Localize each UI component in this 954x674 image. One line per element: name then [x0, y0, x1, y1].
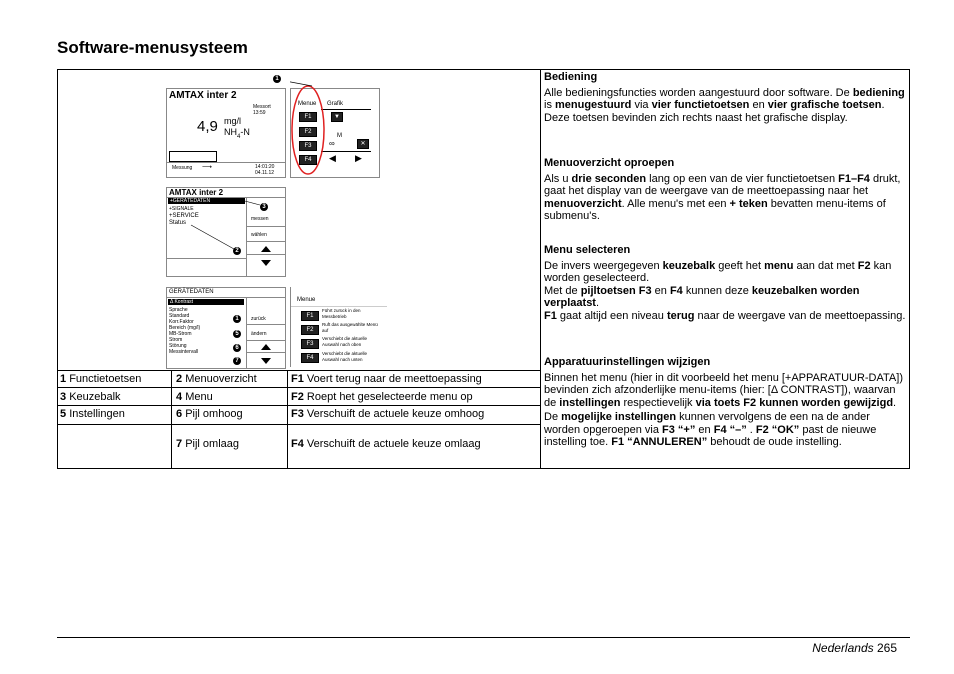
section-title: Apparatuurinstellingen wijzigen	[544, 356, 711, 368]
unit-compound-base: NH	[224, 127, 237, 137]
f2-key[interactable]: F2	[299, 127, 317, 137]
marker-2: 2	[233, 247, 241, 255]
measure-time: 13:59	[253, 110, 266, 116]
f1-key[interactable]: F1	[301, 311, 319, 321]
page-number: 265	[876, 641, 897, 655]
footer-rule	[57, 637, 910, 638]
legend-row-1-col-1: 1 Functietoetsen	[60, 373, 142, 385]
menue-label: Menue	[298, 101, 317, 107]
screen-title: AMTAX inter 2	[169, 90, 237, 101]
settings-item[interactable]: Korr.Faktor	[169, 319, 194, 325]
btn-divider	[247, 352, 285, 353]
table-row-line	[57, 405, 541, 406]
settings-item[interactable]: Störung	[169, 343, 187, 349]
title-divider	[167, 297, 285, 298]
section-title: Bediening	[544, 71, 598, 83]
menu-item-selected[interactable]: +GERÄTEDATEN	[168, 198, 245, 204]
settings-item[interactable]: Bereich (mg/l)	[169, 325, 201, 331]
display-main-screen	[166, 88, 286, 178]
highlight-ellipse	[290, 78, 330, 178]
f4-description: Verschiebt die aktuelle Auswahl nach unten	[322, 351, 368, 362]
change-button[interactable]: ändern	[251, 331, 267, 337]
unit-compound	[224, 127, 250, 140]
section-menu-selecteren: Menu selecteren De invers weergegeven keuzebalk geeft het menu aan dat met F2 kan worden geselecteerd. Met de pijltoetsen F3 en F4 kunnen deze keuzebalken worden verplaatst. F1 gaat altijd een niveau terug naar de weergave van de meettoepassing.	[544, 244, 906, 322]
arrow-up-icon[interactable]	[261, 344, 271, 350]
arrow-right-play-icon[interactable]: ▶	[355, 153, 362, 163]
f3-key[interactable]: F3	[299, 141, 317, 151]
marker-3: 3	[260, 203, 268, 211]
legend-row-2-col-2: 4 Menu	[176, 391, 213, 403]
clock-time: 14:01:20	[255, 164, 275, 170]
table-row-line	[57, 424, 541, 425]
f4-key[interactable]: F4	[301, 353, 319, 363]
table-left-border	[57, 69, 58, 469]
arrow-down-icon[interactable]	[261, 358, 271, 364]
screen-divider	[167, 162, 285, 163]
settings-item[interactable]: Sprache	[169, 307, 188, 313]
screen-title: AMTAX inter 2	[169, 188, 224, 197]
section-bediening: Bediening Alle bedieningsfuncties worden aangestuurd door software. De bediening is menugestuurd via vier functietoetsen en vier grafische toetsen. Deze toetsen bevinden zich rechts naast het grafische display.	[544, 71, 905, 124]
settings-item[interactable]: Strom	[169, 337, 183, 343]
f1-key[interactable]: F1	[299, 112, 317, 122]
f1-description: Führt zurück in den Messbetrieb	[322, 308, 361, 319]
unit-compound-tail: -N	[240, 127, 250, 137]
section-title: Menuoverzicht oproepen	[544, 157, 675, 169]
back-button[interactable]: zurück	[251, 316, 266, 322]
legend-row-3-col-3: F3 Verschuift de actuele keuze omhoog	[291, 408, 485, 420]
table-bottom-border	[57, 468, 910, 469]
legend-row-1-col-3: F1 Voert terug naar de meettoepassing	[291, 373, 482, 385]
measure-button[interactable]: messen	[251, 216, 269, 222]
marker-1: 1	[273, 75, 281, 83]
menu-item[interactable]: Status	[169, 220, 187, 226]
legend-row-3-col-2: 6 Pijl omhoog	[176, 408, 243, 420]
settings-item[interactable]: Messintervall	[169, 349, 199, 355]
measure-location-label: Messort	[253, 104, 271, 110]
f2-key[interactable]: F2	[301, 325, 319, 335]
marker-7: 7	[233, 357, 241, 365]
legend-row-2-col-3: F2 Roept het geselecteerde menu op	[291, 391, 473, 403]
page-title: Software-menusysteem	[57, 38, 248, 57]
display-settings-screen	[166, 287, 286, 369]
settings-item[interactable]: Standard	[169, 313, 190, 319]
graph-down-icon[interactable]: ▼	[331, 112, 343, 122]
table-center-divider	[540, 69, 541, 469]
f3-key[interactable]: F3	[301, 339, 319, 349]
status-box	[169, 151, 217, 162]
f4-key[interactable]: F4	[299, 155, 317, 165]
legend-divider	[291, 306, 387, 307]
m-label: M	[337, 133, 342, 139]
btn-divider	[247, 324, 285, 325]
table-col-divider	[287, 370, 288, 469]
menu-item[interactable]: +SERVICE	[169, 213, 199, 219]
footer	[812, 641, 897, 655]
arrow-right-icon: ⟶	[202, 164, 213, 171]
select-button[interactable]: wählen	[251, 232, 267, 238]
menu-item[interactable]: +SIGNALE	[169, 206, 194, 212]
measured-value: 4,9	[197, 118, 218, 135]
section-apparatuur: Apparatuurinstellingen wijzigen Binnen het menu (hier in dit voorbeeld het menu [+APPARATUUR-DATA]) bevinden zich afzonderlijke menu-items (hier: [Δ CONTRAST]), waarvan de instellingen respectievelijk via toets F2 kunnen worden gewijzigd. De mogelijke instellingen kunnen vervolgens de een na de ander worden opgeroepen via F3 “+” en F4 “–” . F2 “OK” past de nieuwe instelling toe. F1 “ANNULEREN” behoudt de oude instelling.	[544, 356, 906, 449]
btn-divider	[247, 340, 285, 341]
grafik-label: Grafik	[327, 101, 344, 107]
table-col-divider	[171, 370, 172, 469]
legend-row-2-col-1: 3 Keuzebalk	[60, 391, 121, 403]
key-legend-panel	[290, 287, 387, 367]
button-column-divider	[246, 298, 247, 368]
legend-title: Menue	[297, 297, 316, 303]
pointer-lines	[166, 187, 286, 277]
legend-row-4-col-3: F4 Verschuift de actuele keuze omlaag	[291, 438, 481, 450]
legend-row-3-col-1: 5 Instellingen	[60, 408, 125, 420]
unit-label: mg/l	[224, 116, 242, 126]
table-right-border	[909, 69, 910, 469]
screen-title: GERÄTEDATEN	[169, 289, 214, 295]
table-row-line	[57, 370, 541, 371]
marker-5: 5	[233, 330, 241, 338]
scatter-icon: ∞	[329, 139, 335, 148]
marker-1b: 1	[233, 315, 241, 323]
marker-6: 6	[233, 344, 241, 352]
section-title: Menu selecteren	[544, 244, 631, 256]
close-icon[interactable]: ✕	[357, 139, 369, 149]
mode-label: Messung	[172, 165, 193, 171]
legend-row-1-col-2: 2 Menuoverzicht	[176, 373, 257, 385]
unit-compound-sub: 4	[237, 133, 241, 140]
f3-description: Verschiebt die aktuelle Auswahl nach oben	[322, 336, 368, 347]
settings-item[interactable]: MB-Strom	[169, 331, 192, 337]
arrow-left-icon[interactable]: ◀	[329, 153, 336, 163]
clock-date: 04.11.12	[255, 170, 275, 176]
legend-row-4-col-2: 7 Pijl omlaag	[176, 438, 239, 450]
f2-description: Ruft das ausgewählte Menü auf	[322, 322, 378, 333]
footer-language: Nederlands	[812, 641, 874, 655]
table-top-border	[57, 69, 910, 70]
section-menuoverzicht: Menuoverzicht oproepen Als u drie seconden lang op een van de vier functietoetsen F1–F4 drukt, gaat het display van de weergave van de meettoepassing naar het menuoverzicht. Alle menu's met een + teken bevatten menu-items of submenu's.	[544, 157, 906, 223]
table-row-line	[57, 387, 541, 388]
settings-item-selected[interactable]: Δ Kontrast	[168, 299, 244, 305]
